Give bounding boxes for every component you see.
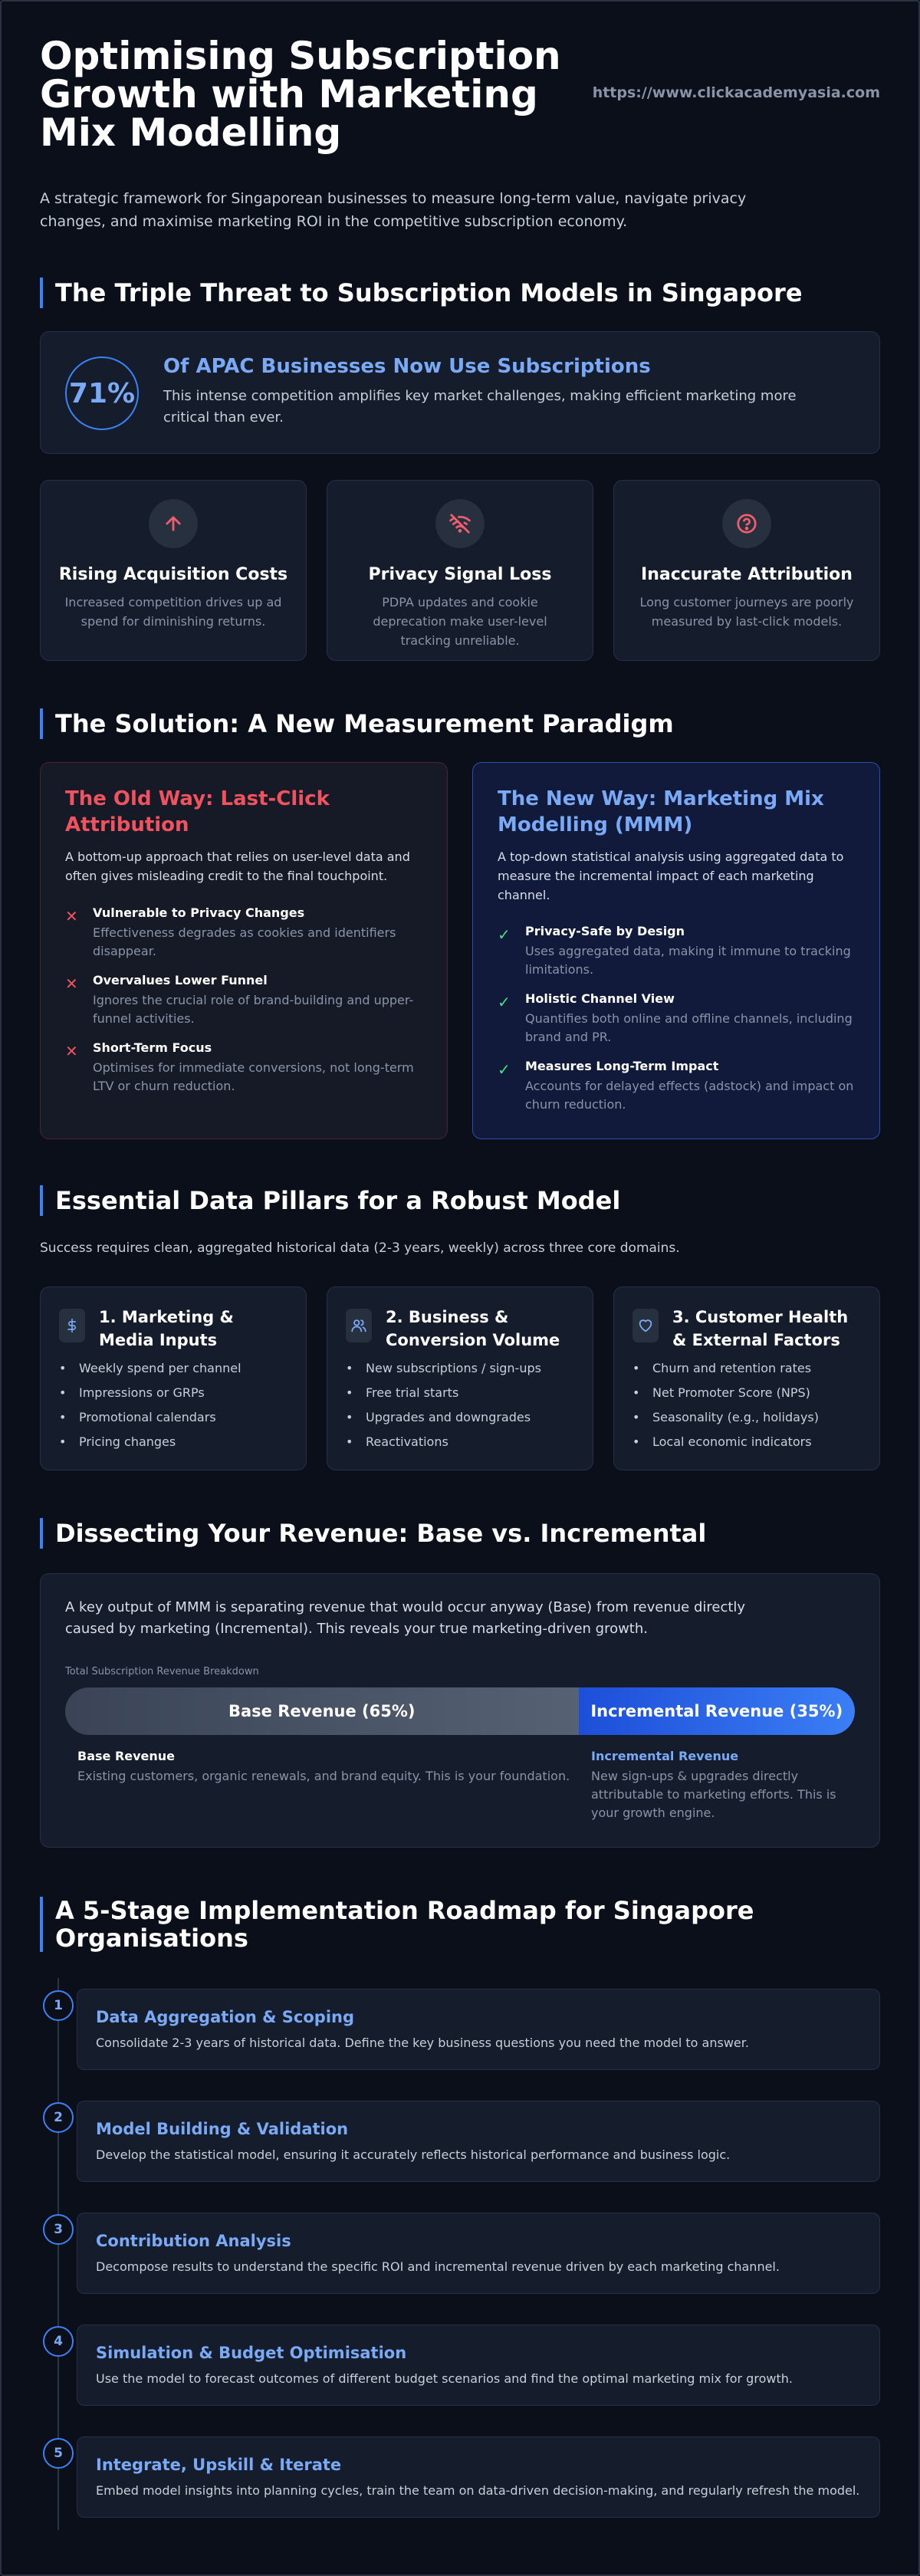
threat-card — [327, 480, 593, 661]
check-icon: ✓ — [498, 925, 511, 944]
step-number: 1 — [43, 1990, 74, 2021]
list-item — [498, 991, 856, 1046]
base-text: Existing customers, organic renewals, and brand equity. This is your foundation. — [77, 1769, 570, 1783]
roadmap-step — [77, 2213, 880, 2294]
revenue-card — [40, 1573, 880, 1848]
pillar-card — [613, 1286, 880, 1470]
header — [40, 34, 880, 155]
section-heading-roadmap: A 5-Stage Implementation Roadmap for Singapore Organisations — [40, 1897, 880, 1952]
revenue-text: A key output of MMM is separating revenue that would occur anyway (Base) from revenue directly caused by marketing (Incremental). This reveals your true marketing-driven growth. — [65, 1599, 746, 1637]
step-title: Model Building & Validation — [96, 2120, 349, 2138]
pillar-title: 3. Customer Health & External Factors — [672, 1308, 849, 1349]
roadmap-step — [77, 1989, 880, 2070]
threat-card — [40, 480, 307, 661]
bar-caption: Total Subscription Revenue Breakdown — [65, 1666, 259, 1677]
step-title: Contribution Analysis — [96, 2232, 291, 2250]
step-number: 4 — [43, 2326, 74, 2357]
check-icon: ✓ — [498, 1060, 511, 1079]
list-item — [498, 1059, 856, 1114]
users-icon — [346, 1309, 372, 1342]
list-item: • Upgrades and downgrades — [346, 1405, 580, 1430]
list-item-text: Accounts for delayed effects (adstock) and impact on churn reduction. — [525, 1079, 854, 1112]
base-revenue-segment: Base Revenue (65%) — [65, 1687, 579, 1735]
pillar-title: 2. Business & Conversion Volume — [386, 1308, 560, 1349]
pillar-list — [59, 1356, 294, 1454]
old-way-card — [40, 762, 448, 1139]
page-title: Optimising Subscription Growth with Marketing Mix Modelling — [40, 34, 561, 155]
list-item — [65, 973, 424, 1028]
stat-card — [40, 331, 880, 454]
revenue-bar — [65, 1687, 855, 1735]
new-way-text: A top-down statistical analysis using aggregated data to measure the incremental impact of each marketing channel. — [498, 849, 844, 902]
list-item — [65, 1040, 424, 1096]
incremental-text: New sign-ups & upgrades directly attributable to marketing efforts. This is your growth engine. — [591, 1769, 836, 1820]
pillar-card — [40, 1286, 307, 1470]
step-text: Consolidate 2-3 years of historical data. Define the key business questions you need the model to answer. — [96, 2036, 749, 2050]
website-link[interactable]: https://www.clickacademyasia.com — [592, 84, 880, 101]
list-item: • Net Promoter Score (NPS) — [632, 1381, 867, 1405]
step-number: 2 — [43, 2102, 74, 2133]
list-item-title: Privacy-Safe by Design — [525, 924, 685, 938]
list-item-title: Vulnerable to Privacy Changes — [93, 905, 305, 920]
step-title: Integrate, Upskill & Iterate — [96, 2456, 342, 2474]
step-title: Simulation & Budget Optimisation — [96, 2344, 407, 2362]
cross-icon: ✕ — [65, 907, 78, 925]
incremental-title: Incremental Revenue — [591, 1749, 739, 1763]
list-item: • Churn and retention rates — [632, 1356, 867, 1381]
section-heading-solution: The Solution: A New Measurement Paradigm — [40, 708, 880, 739]
list-item-title: Short-Term Focus — [93, 1040, 212, 1055]
threat-card-text: Increased competition drives up ad spend for diminishing returns. — [64, 595, 282, 629]
incremental-revenue-segment: Incremental Revenue (35%) — [579, 1687, 856, 1735]
list-item: • Free trial starts — [346, 1381, 580, 1405]
step-number: 5 — [43, 2438, 74, 2469]
section-heading-threat: The Triple Threat to Subscription Models in Singapore — [40, 278, 880, 308]
list-item: • Pricing changes — [59, 1430, 294, 1454]
pillar-card — [327, 1286, 593, 1470]
new-way-title: The New Way: Marketing Mix Modelling (MMM) — [498, 787, 824, 836]
stat-title: Of APAC Businesses Now Use Subscriptions — [163, 355, 651, 378]
list-item: • Seasonality (e.g., holidays) — [632, 1405, 867, 1430]
old-way-text: A bottom-up approach that relies on user-level data and often gives misleading credit to the final touchpoint. — [65, 849, 410, 883]
list-item-title: Holistic Channel View — [525, 991, 675, 1006]
cross-icon: ✕ — [65, 974, 78, 993]
new-way-card — [472, 762, 880, 1139]
threat-card-text: Long customer journeys are poorly measured by last-click models. — [639, 595, 854, 629]
threat-card-title: Inaccurate Attribution — [641, 565, 853, 584]
list-item: • Local economic indicators — [632, 1430, 867, 1454]
list-item-title: Measures Long-Term Impact — [525, 1059, 719, 1073]
threat-card-title: Rising Acquisition Costs — [58, 565, 288, 584]
threat-card-text: PDPA updates and cookie deprecation make user-level tracking unreliable. — [373, 595, 547, 648]
threat-card-title: Privacy Signal Loss — [368, 565, 552, 584]
wifi-off-icon — [435, 499, 485, 548]
roadmap-step — [77, 2101, 880, 2182]
step-text: Develop the statistical model, ensuring it accurately reflects historical performance and business logic. — [96, 2147, 731, 2162]
section-heading-revenue: Dissecting Your Revenue: Base vs. Incremental — [40, 1518, 880, 1549]
list-item — [65, 905, 424, 961]
arrow-up-icon — [149, 499, 198, 548]
list-item: • Impressions or GRPs — [59, 1381, 294, 1405]
stat-text: This intense competition amplifies key market challenges, making efficient marketing more critical than ever. — [163, 388, 797, 426]
step-text: Embed model insights into planning cycles, train the team on data-driven decision-making, and regularly refresh the model. — [96, 2483, 860, 2498]
heart-icon — [632, 1309, 659, 1342]
roadmap-step — [77, 2436, 880, 2518]
pillar-title: 1. Marketing & Media Inputs — [99, 1308, 234, 1349]
section-heading-pillars: Essential Data Pillars for a Robust Model — [40, 1185, 880, 1216]
question-icon — [722, 499, 771, 548]
roadmap-step — [77, 2325, 880, 2406]
dollar-icon — [59, 1309, 85, 1342]
list-item: • New subscriptions / sign-ups — [346, 1356, 580, 1381]
step-text: Decompose results to understand the specific ROI and incremental revenue driven by each marketing channel. — [96, 2259, 780, 2274]
step-text: Use the model to forecast outcomes of different budget scenarios and find the optimal marketing mix for growth. — [96, 2371, 793, 2386]
list-item — [498, 924, 856, 979]
list-item-title: Overvalues Lower Funnel — [93, 973, 268, 987]
pillar-list — [632, 1356, 867, 1454]
list-item: • Weekly spend per channel — [59, 1356, 294, 1381]
old-way-title: The Old Way: Last-Click Attribution — [65, 787, 330, 836]
list-item-text: Ignores the crucial role of brand-building and upper-funnel activities. — [93, 993, 414, 1026]
base-title: Base Revenue — [77, 1749, 176, 1763]
intro-text: A strategic framework for Singaporean businesses to measure long-term value, navigate privacy changes, and maximise marketing ROI in the competitive subscription economy. — [40, 190, 747, 230]
list-item-text: Effectiveness degrades as cookies and identifiers disappear. — [93, 925, 396, 958]
list-item-text: Uses aggregated data, making it immune to tracking limitations. — [525, 944, 851, 977]
step-title: Data Aggregation & Scoping — [96, 2008, 355, 2026]
cross-icon: ✕ — [65, 1042, 78, 1060]
threat-card — [613, 480, 880, 661]
list-item-text: Optimises for immediate conversions, not long-term LTV or churn reduction. — [93, 1060, 414, 1093]
list-item: • Promotional calendars — [59, 1405, 294, 1430]
step-number: 3 — [43, 2214, 74, 2245]
pillar-list — [346, 1356, 580, 1454]
check-icon: ✓ — [498, 993, 511, 1011]
list-item-text: Quantifies both online and offline channels, including brand and PR. — [525, 1011, 853, 1044]
pillars-lead: Success requires clean, aggregated historical data (2-3 years, weekly) across three core domains. — [40, 1240, 680, 1256]
list-item: • Reactivations — [346, 1430, 580, 1454]
stat-value: 71% — [65, 356, 139, 430]
